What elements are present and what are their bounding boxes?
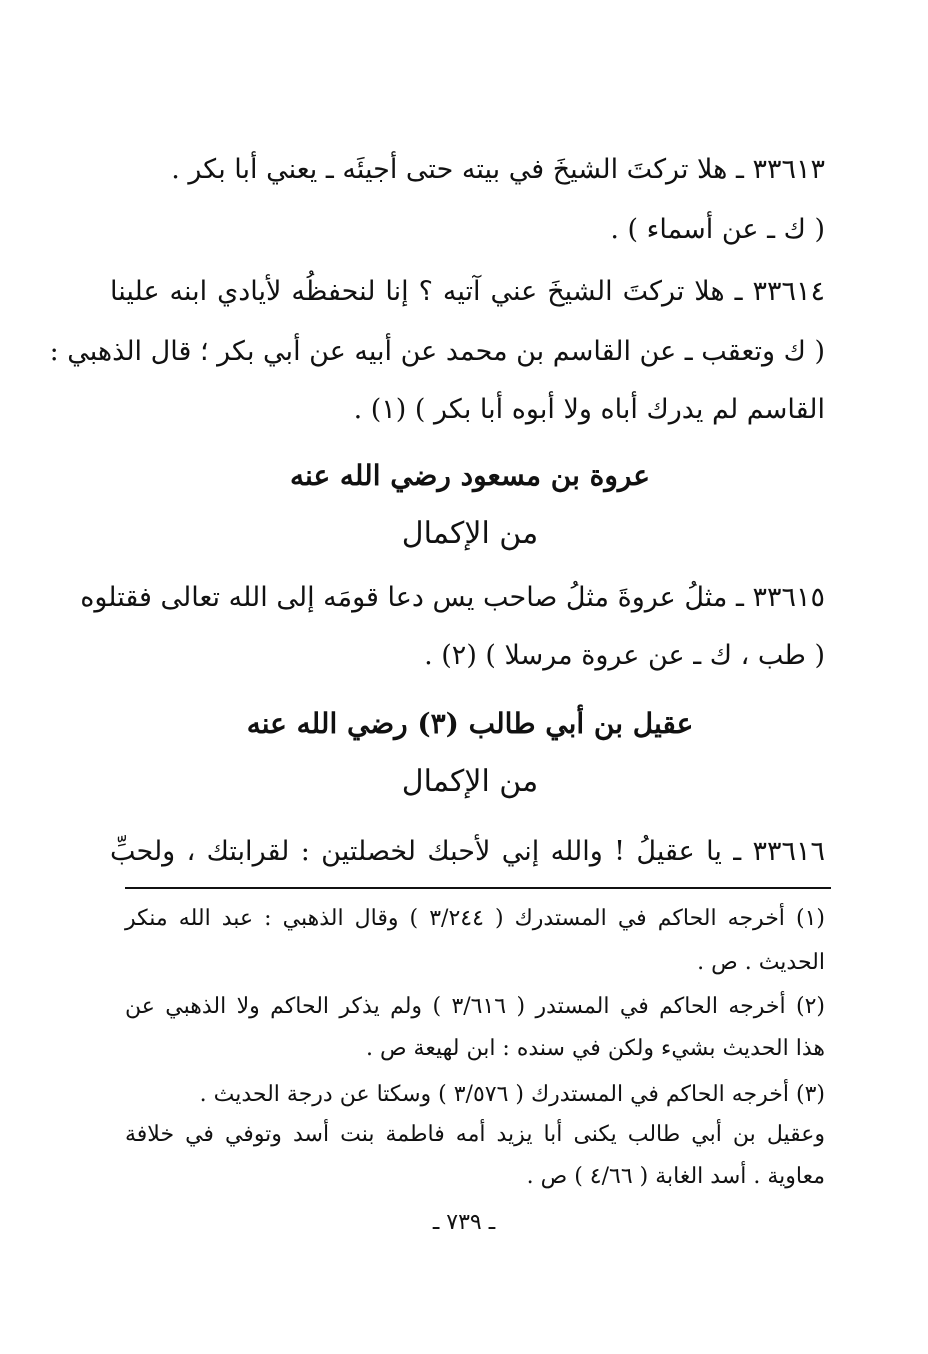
hadith-33616-line-1: ٣٣٦١٦ ـ يا عقيلُ ! والله إني لأحبك لخصلتين : لقرابتك ، ولحبِّ [110, 836, 825, 867]
footnote-1-line-2: الحديث . ص . [697, 950, 825, 975]
footnote-3-line-3: معاوية . أسد الغابة ( ٤/٦٦ ) ص . [526, 1164, 825, 1189]
hadith-33613-line-2: ( ك ـ عن أسماء ) . [610, 214, 825, 245]
hadith-33614-line-2: ( ك وتعقب ـ عن القاسم بن محمد عن أبيه عن أبي بكر ؛ قال الذهبي : [49, 336, 825, 367]
hadith-33614-line-1: ٣٣٦١٤ ـ هلا تركتَ الشيخَ عني آتيه ؟ إنا لنحفظُه لأيادي ابنه علينا [110, 276, 825, 307]
page-number: ـ ٧٣٩ ـ [432, 1210, 496, 1235]
hadith-33613-line-1: ٣٣٦١٣ ـ هلا تركتَ الشيخَ في بيته حتى أجيئَه ـ يعني أبا بكر . [171, 154, 825, 185]
section-heading-urwa: عروة بن مسعود رضي الله عنه [289, 459, 650, 492]
footnote-separator [125, 887, 831, 889]
hadith-33615-line-1: ٣٣٦١٥ ـ مثلُ عروةَ مثلُ صاحب يس دعا قومَه إلى الله تعالى فقتلوه [80, 582, 825, 613]
footnote-2-line-1: (٢) أخرجه الحاكم في المستدر ( ٣/٦١٦ ) ولم يذكر الحاكم ولا الذهبي عن [125, 994, 825, 1019]
footnote-3-line-2: وعقيل بن أبي طالب يكنى أبا يزيد أمه فاطمة بنت أسد وتوفي في خلافة [125, 1122, 825, 1147]
section-subheading-urwa: من الإكمال [401, 516, 539, 551]
section-subheading-aqil: من الإكمال [401, 764, 539, 799]
section-heading-aqil: عقيل بن أبي طالب (٣) رضي الله عنه [246, 707, 694, 740]
footnote-2-line-2: هذا الحديث بشيء ولكن في سنده : ابن لهيعة ص . [365, 1036, 825, 1061]
hadith-33614-line-3: القاسم لم يدرك أباه ولا أبوه أبا بكر ) (١) . [353, 394, 825, 425]
hadith-33615-line-2: ( طب ، ك ـ عن عروة مرسلا ) (٢) . [424, 640, 825, 671]
footnote-1-line-1: (١) أخرجه الحاكم في المستدرك ( ٣/٢٤٤ ) وقال الذهبي : عبد الله منكر [125, 906, 825, 931]
footnote-3-line-1: (٣) أخرجه الحاكم في المستدرك ( ٣/٥٧٦ ) وسكتا عن درجة الحديث . [199, 1082, 825, 1107]
